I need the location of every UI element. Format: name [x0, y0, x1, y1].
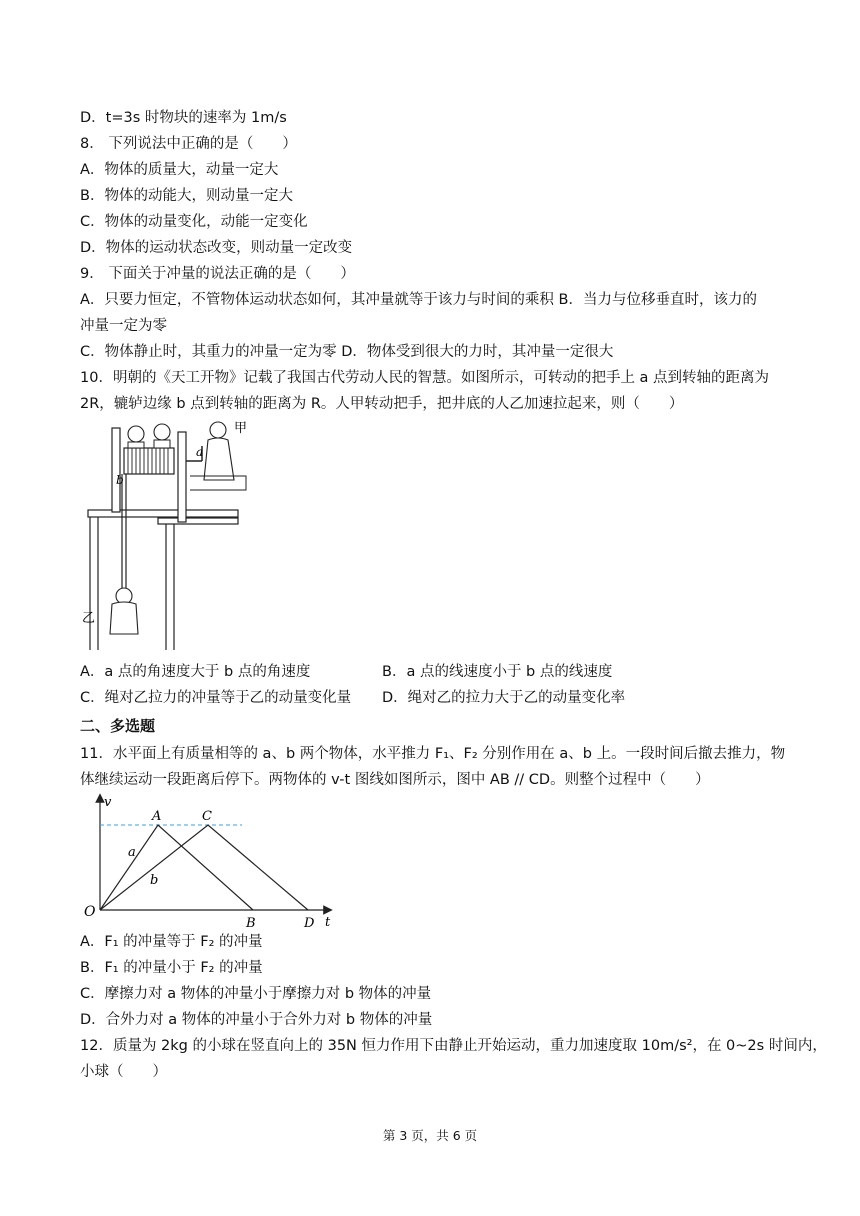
- person-jia: [210, 422, 226, 438]
- q10-stem-line1: 10．明朝的《天工开物》记载了我国古代劳动人民的智慧。如图所示，可转动的把手上 a 点到转轴的距离为: [80, 370, 770, 386]
- q9-options-cd: C．物体静止时，其重力的冲量一定为零 D．物体受到很大的力时，其冲量一定很大: [80, 344, 614, 360]
- q9-options-ab-line2: 冲量一定为零: [80, 318, 167, 334]
- platform-beam: [88, 510, 238, 517]
- label-a: a: [196, 445, 204, 459]
- label-yi: 乙: [82, 611, 96, 626]
- label-b: b: [116, 473, 124, 487]
- q10-option-a: A．a 点的角速度大于 b 点的角速度: [80, 664, 311, 680]
- worker-head: [128, 426, 144, 442]
- q8-option-a: A．物体的质量大，动量一定大: [80, 162, 279, 178]
- q11-stem-line1: 11．水平面上有质量相等的 a、b 两个物体，水平推力 F₁、F₂ 分别作用在 a、b 上。一段时间后撤去推力，物: [80, 746, 786, 762]
- q8-stem: 8． 下列说法中正确的是（ ）: [80, 136, 297, 152]
- line-b-label: b: [150, 873, 159, 888]
- q11-option-b: B．F₁ 的冲量小于 F₂ 的冲量: [80, 960, 263, 976]
- q9-stem: 9． 下面关于冲量的说法正确的是（ ）: [80, 266, 355, 282]
- q10-stem-line2: 2R，辘轳边缘 b 点到转轴的距离为 R。人甲转动把手，把井底的人乙加速拉起来，则（ ）: [80, 396, 684, 412]
- q12-stem-line1: 12．质量为 2kg 的小球在竖直向上的 35N 恒力作用下由静止开始运动，重力加速度取 10m/s²，在 0~2s 时间内，: [80, 1038, 827, 1054]
- frame-post-left: [112, 428, 120, 512]
- point-d-label: D: [304, 916, 315, 930]
- point-c-label: C: [202, 809, 212, 824]
- label-jia: 甲: [234, 421, 248, 436]
- q8-option-d: D．物体的运动状态改变，则动量一定改变: [80, 240, 353, 256]
- windlass-figure: [78, 418, 258, 658]
- q12-stem-line2: 小球（ ）: [80, 1064, 167, 1080]
- line-a-label: a: [128, 845, 136, 860]
- q10-option-c: C．绳对乙拉力的冲量等于乙的动量变化量: [80, 690, 352, 706]
- q8-option-c: C．物体的动量变化，动能一定变化: [80, 214, 308, 230]
- q10-option-d: D．绳对乙的拉力大于乙的动量变化率: [382, 690, 626, 706]
- axis-label-t: t: [325, 915, 331, 930]
- q9-options-ab-line1: A．只要力恒定，不管物体运动状态如何，其冲量就等于该力与时间的乘积 B．当力与位移垂直时，该力的: [80, 292, 757, 308]
- line-a: [100, 825, 253, 910]
- vt-graph: [80, 792, 340, 930]
- q8-option-b: B．物体的动能大，则动量一定大: [80, 188, 293, 204]
- section-heading: 二、多选题: [80, 717, 156, 735]
- q11-option-d: D．合外力对 a 物体的冲量小于合外力对 b 物体的冲量: [80, 1012, 433, 1028]
- axis-label-v: v: [104, 795, 112, 810]
- q10-option-b: B．a 点的线速度小于 b 点的线速度: [382, 664, 613, 680]
- page-footer: 第 3 页，共 6 页: [382, 1128, 478, 1143]
- line-b: [100, 825, 308, 910]
- q7-option-d: D．t=3s 时物块的速率为 1m/s: [80, 110, 287, 126]
- origin-label: O: [84, 904, 96, 920]
- q11-option-c: C．摩擦力对 a 物体的冲量小于摩擦力对 b 物体的冲量: [80, 986, 432, 1002]
- point-a-label: A: [152, 809, 162, 824]
- frame-post-right: [178, 432, 186, 522]
- worker-head: [154, 424, 170, 440]
- point-b-label: B: [246, 916, 256, 930]
- q11-stem-line2: 体继续运动一段距离后停下。两物体的 v-t 图线如图所示，图中 AB // CD。则整个过程中（ ）: [80, 772, 710, 788]
- q11-option-a: A．F₁ 的冲量等于 F₂ 的冲量: [80, 934, 263, 950]
